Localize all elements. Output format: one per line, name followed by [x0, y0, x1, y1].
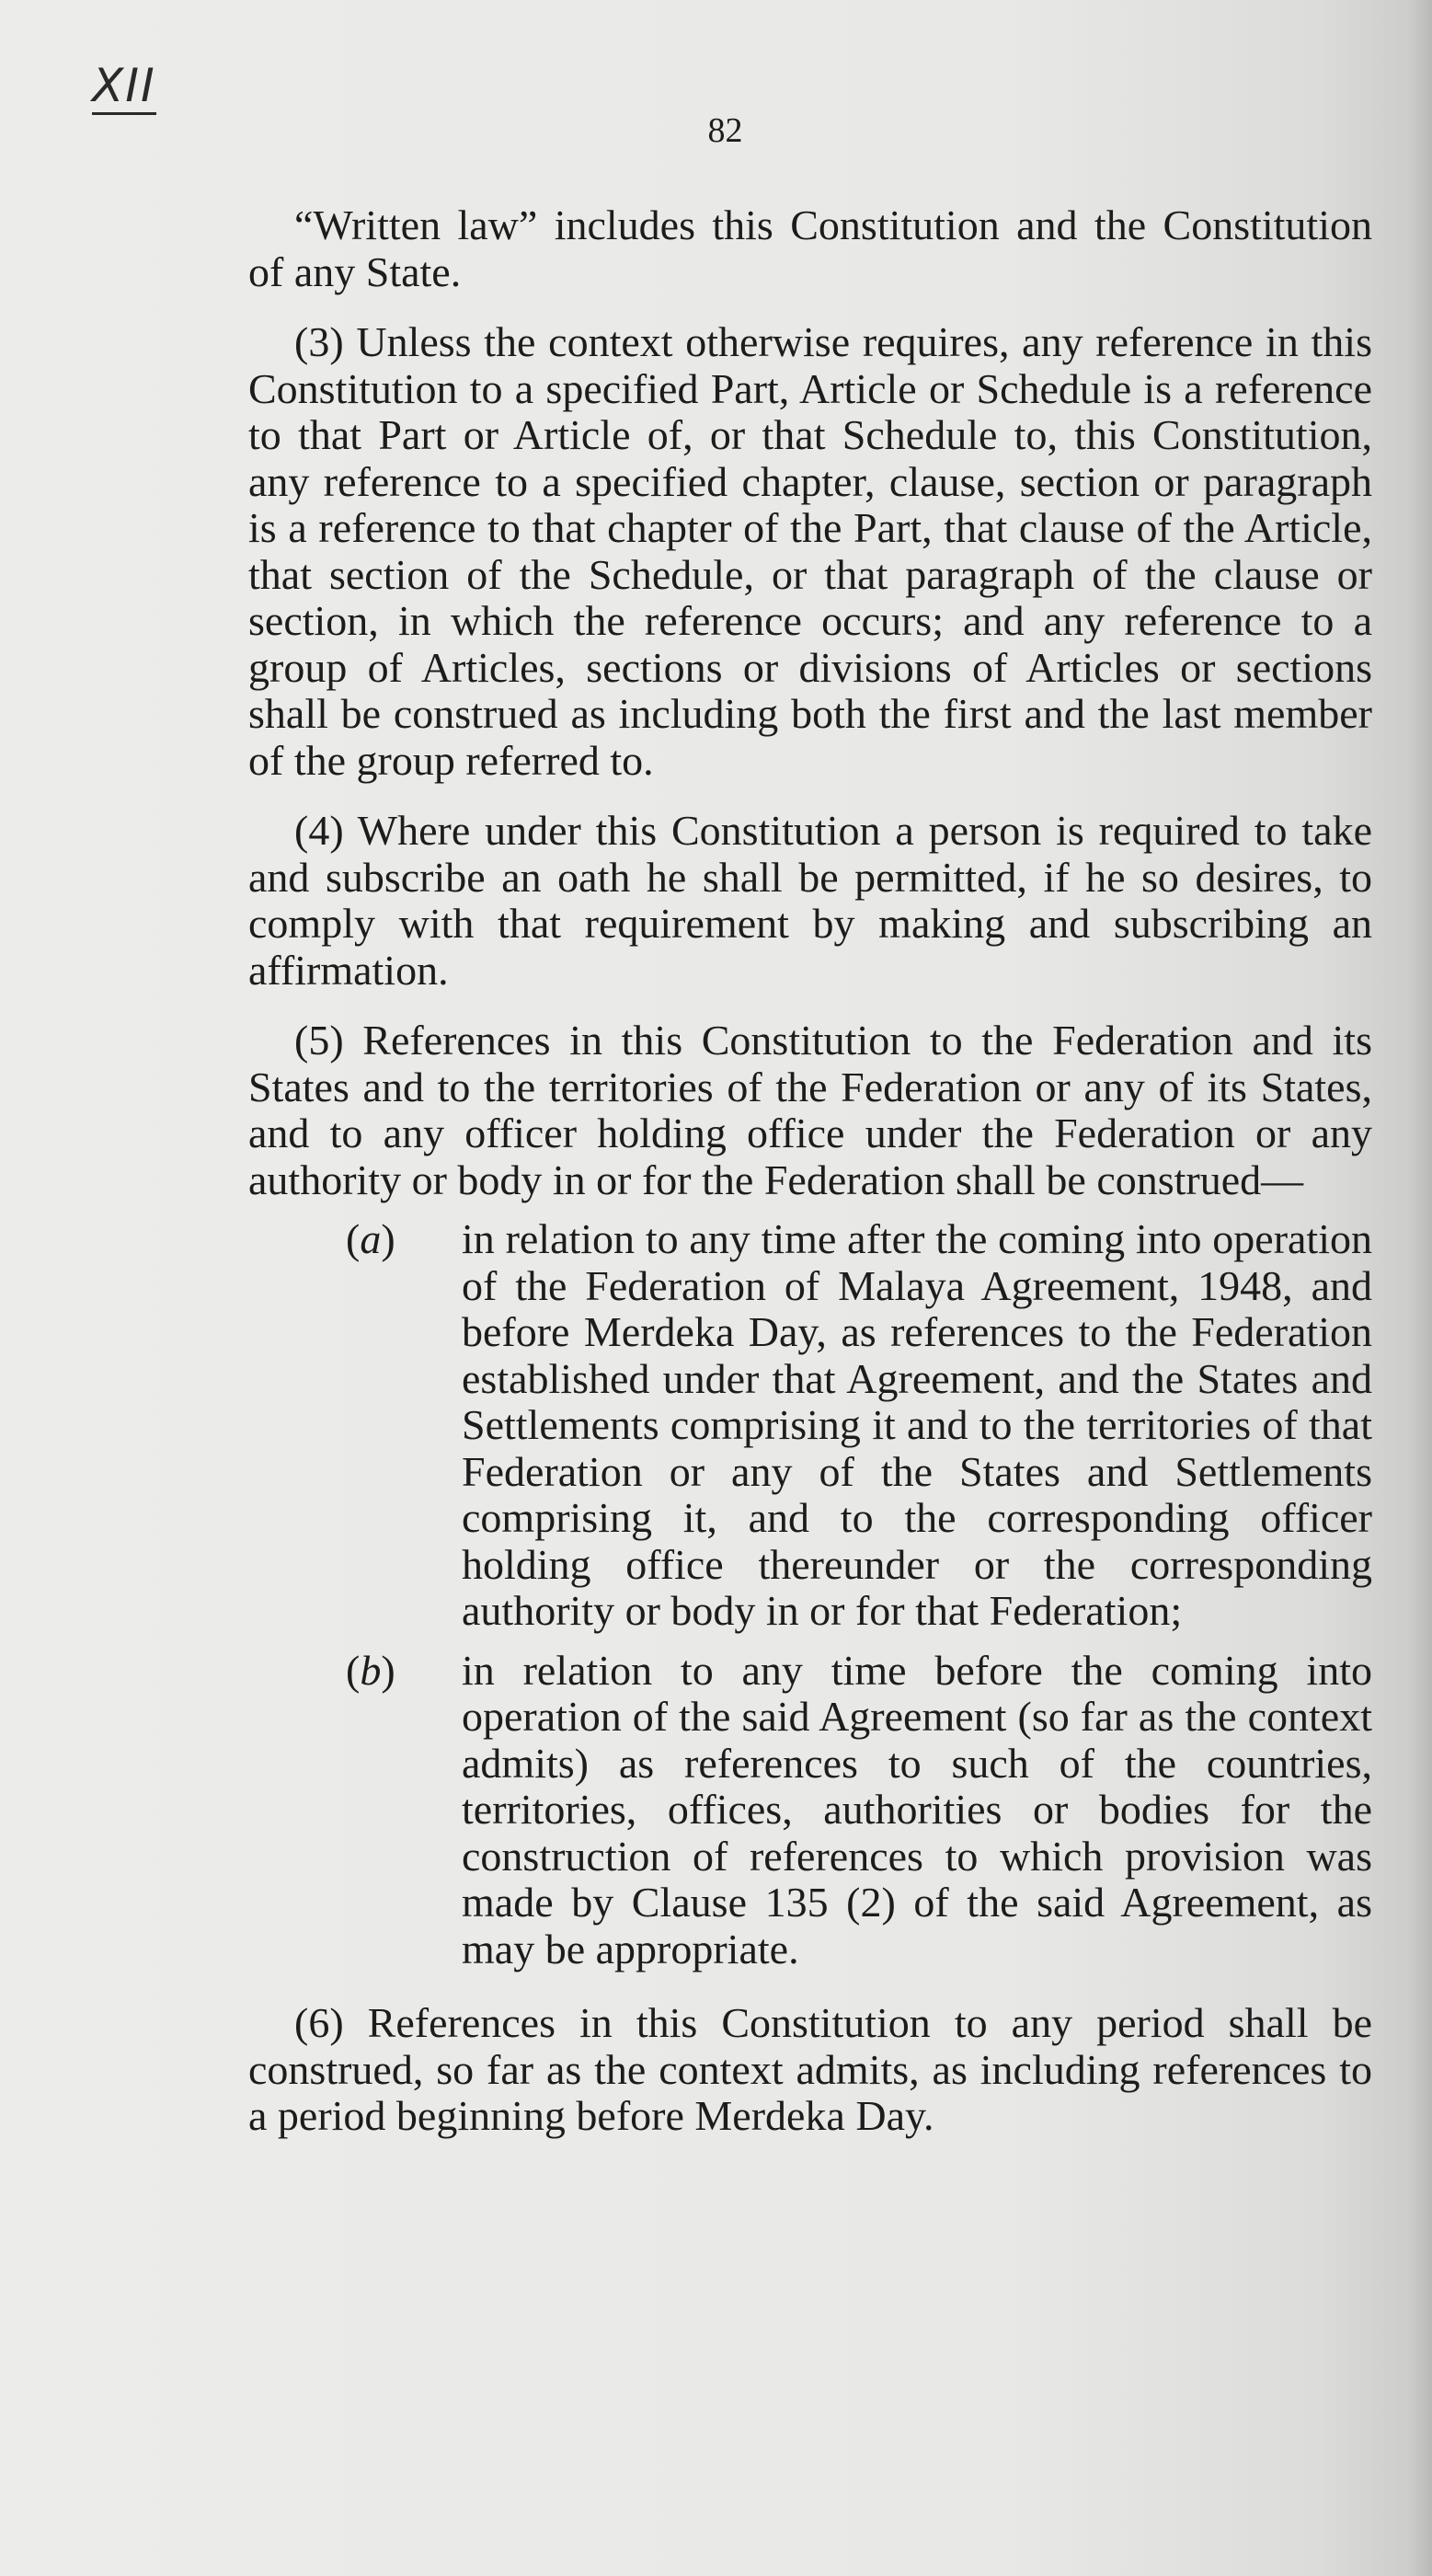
paragraph-5: (5) References in this Constitution to the Federation and its States and to the territories of the Federation or any of its States, and to any officer holding office under the Federation or any authority or body in or for the Federation shall be construed— [248, 1017, 1372, 1203]
clause-text-b: in relation to any time before the coming into operation of the said Agreement (so far as the context admits) as references to such of the countries, territories, offices, authorities or bodies for the construction of references to which provision was made by Clause 135 (2) of the said Agreement, as may be appropriate. [462, 1646, 1372, 1972]
paragraph-6: (6) References in this Constitution to any period shall be construed, so far as the context admits, as including references to a period beginning before Merdeka Day. [248, 1999, 1372, 2139]
body-text [248, 202, 1372, 2164]
clause-label-b: (b) [346, 1646, 395, 1694]
clause-item-a [248, 1216, 1372, 1635]
clause-item-b [248, 1648, 1372, 1973]
paragraph-4: (4) Where under this Constitution a person is required to take and subscribe an oath he shall be permitted, if he so desires, to comply with that requirement by making and subscribing an affirmation. [248, 807, 1372, 994]
page-edge-shadow [1406, 0, 1432, 2576]
page-number: 82 [707, 111, 743, 150]
clause-label-a: (a) [346, 1215, 395, 1262]
handwritten-margin-mark: XII [92, 63, 156, 115]
clause-text-a: in relation to any time after the coming into operation of the Federation of Malaya Agreement, 1948, and before Merdeka Day, as references to the Federation established under that Agreement, and the States and Settlements comprising it and to the territories of that Federation or any of the States and Settlements comprising it, and to the corresponding officer holding office thereunder or the corresponding authority or body in or for that Federation; [462, 1215, 1372, 1634]
paragraph-written-law: “Written law” includes this Constitution and the Constitution of any State. [248, 201, 1372, 295]
paragraph-3: (3) Unless the context otherwise requires, any reference in this Constitution to a specified Part, Article or Schedule is a reference to that Part or Article of, or that Schedule to, this Constitution, any reference to a specified chapter, clause, section or paragraph is a reference to that chapter of the Part, that clause of the Article, that section of the Schedule, or that paragraph of the clause or section, in which the reference occurs; and any reference to a group of Articles, sections or divisions of Articles or sections shall be construed as including both the first and the last member of the group referred to. [248, 318, 1372, 784]
